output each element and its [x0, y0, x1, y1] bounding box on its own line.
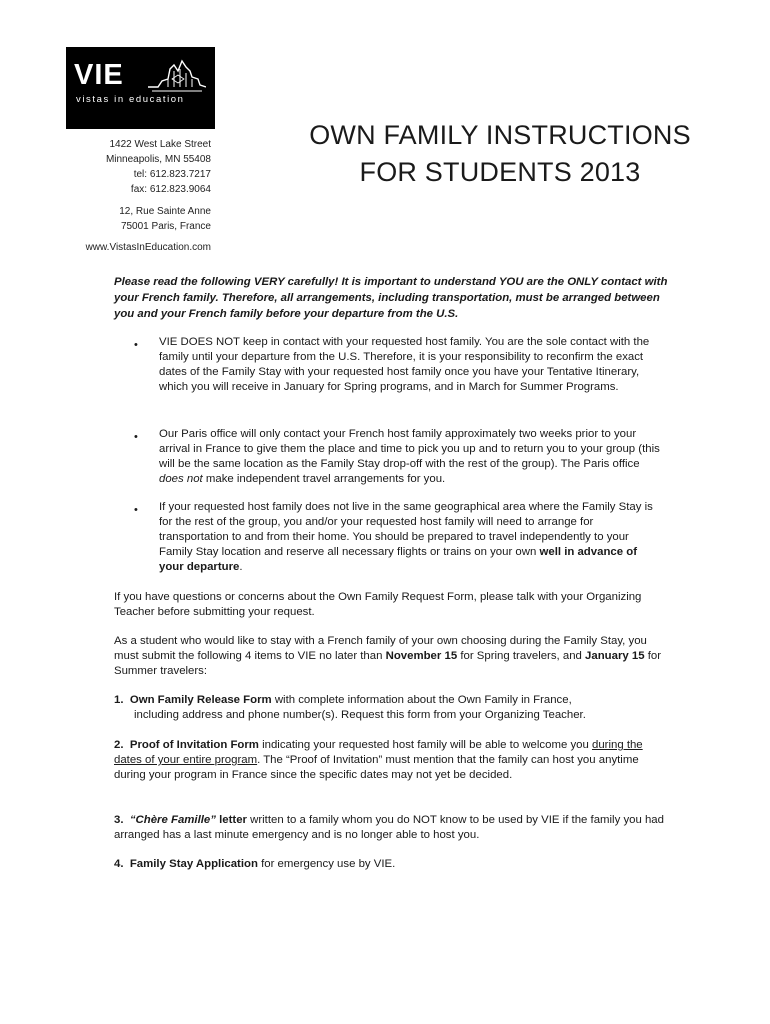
vie-logo	[66, 47, 215, 129]
fr-street: 12, Rue Sainte Anne	[119, 206, 211, 217]
fr-city: 75001 Paris, France	[120, 221, 211, 232]
list-item-3: 3. “Chère Famille” letter written to a family whom you do NOT know to be used by VIE if the family you had arranged has a last minute emergency and is no longer able to host you.	[114, 814, 664, 841]
bullet-icon: •	[134, 504, 138, 516]
page-title	[240, 117, 760, 191]
title-line-2: FOR STUDENTS 2013	[359, 157, 641, 187]
intro-warning: Please read the following VERY carefully! It is important to understand YOU are the ONLY contact with your French family. Therefore, all arrangements, including transportation, must be arranged between you and your French family before your departure from the U.S.	[114, 276, 668, 320]
us-street: 1422 West Lake Street	[109, 139, 211, 150]
telephone: tel: 612.823.7217	[133, 169, 211, 180]
bullet-item-2: Our Paris office will only contact your French host family approximately two weeks prior to your arrival in France to give them the place and time to pick you up and to return you to your group (this will be the same location as the Family Stay drop-off with the rest of the group). The Paris office does not make independent travel arrangements for you.	[159, 428, 660, 485]
list-item-4: 4. Family Stay Application for emergency use by VIE.	[114, 858, 396, 870]
us-city: Minneapolis, MN 55408	[105, 154, 211, 165]
bullet-item-1: VIE DOES NOT keep in contact with your requested host family. You are the sole contact with the family until your departure from the U.S. Therefore, it is your responsibility to reconfirm the exact dates of the Family Stay with your requested host family once you have your Tentative Itinerary, which you will receive in January for Spring programs, and in March for Summer Programs.	[159, 336, 650, 393]
bullet-icon: •	[134, 431, 138, 443]
fax: fax: 612.823.9064	[130, 184, 211, 195]
title-line-1: OWN FAMILY INSTRUCTIONS	[309, 120, 691, 150]
bullet-item-3: If your requested host family does not live in the same geographical area where the Family Stay is for the rest of the group, you and/or your requested host family will need to arrange for transportation to and from their home. You should be prepared to travel independently to your Family Stay location and reserve all necessary flights or trains on your own well in advance of your departure.	[159, 501, 653, 573]
website-link[interactable]: www.VistasInEducation.com	[85, 242, 211, 253]
bullet-icon: •	[134, 339, 138, 351]
list-item-1: 1. Own Family Release Form with complete information about the Own Family in France, including address and phone number(s). Request this form from your Organizing Teacher.	[114, 694, 586, 721]
student-paragraph: As a student who would like to stay with a French family of your own choosing during the Family Stay, you must submit the following 4 items to VIE no later than November 15 for Spring travelers, and January 15 for Summer travelers:	[114, 635, 662, 677]
logo-word: VIE	[74, 59, 124, 91]
list-item-2: 2. Proof of Invitation Form indicating your requested host family will be able to welcome you during the dates of your entire program. The “Proof of Invitation” must mention that the family can host you anytime during your program in France since the specific dates may not yet be decided.	[114, 739, 643, 781]
questions-paragraph: If you have questions or concerns about the Own Family Request Form, please talk with your Organizing Teacher before submitting your request.	[114, 591, 642, 618]
city-skyline-icon	[148, 57, 206, 97]
logo-tagline: vistas in education	[76, 94, 185, 105]
